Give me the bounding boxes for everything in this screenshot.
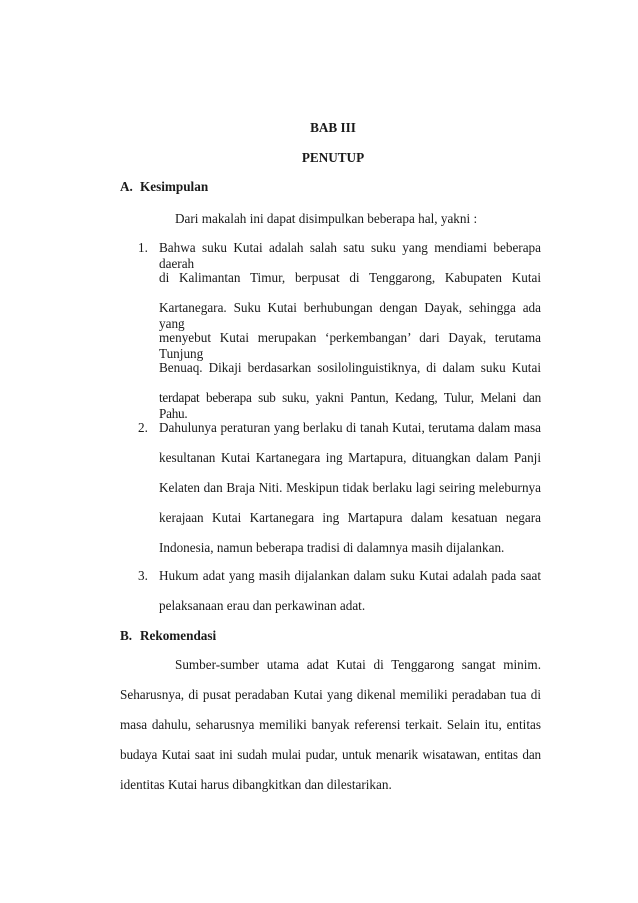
- section-a-heading: [120, 179, 208, 195]
- chapter-number: BAB III: [310, 120, 356, 135]
- item-1-number: 1.: [138, 240, 148, 255]
- item-1-line-2: di Kalimantan Timur, berpusat di Tenggarong, Kabupaten Kutai: [159, 270, 541, 285]
- item-2-line-2: kesultanan Kutai Kartanegara ing Martapura, dituangkan dalam Panji: [159, 450, 541, 465]
- section-b-line-3: masa dahulu, seharusnya memiliki banyak referensi terkait. Selain itu, entitas: [120, 717, 541, 732]
- section-b-line-2: Seharusnya, di pusat peradaban Kutai yang dikenal memiliki peradaban tua di: [120, 687, 541, 702]
- section-a-letter: A.: [120, 179, 133, 194]
- item-2-line-3: Kelaten dan Braja Niti. Meskipun tidak berlaku lagi seiring meleburnya: [159, 480, 541, 495]
- item-1-line-5: Benuaq. Dikaji berdasarkan sosilolinguistiknya, di dalam suku Kutai: [159, 360, 541, 375]
- section-b-title: Rekomendasi: [140, 628, 217, 643]
- section-b-letter: B.: [120, 628, 133, 643]
- section-a-title: Kesimpulan: [140, 179, 209, 194]
- item-2-line-5: Indonesia, namun beberapa tradisi di dalamnya masih dijalankan.: [159, 540, 505, 555]
- section-b-line-1: Sumber-sumber utama adat Kutai di Tenggarong sangat minim.: [175, 657, 541, 672]
- item-3-line-1: Hukum adat yang masih dijalankan dalam suku Kutai adalah pada saat: [159, 568, 541, 583]
- item-1-line-4: menyebut Kutai merupakan ‘perkembangan’ dari Dayak, terutama Tunjung: [159, 330, 541, 361]
- item-3-line-2: pelaksanaan erau dan perkawinan adat.: [159, 598, 366, 613]
- section-a-intro: Dari makalah ini dapat disimpulkan beberapa hal, yakni :: [175, 211, 478, 226]
- item-3-number: 3.: [138, 568, 148, 583]
- section-b-line-4: budaya Kutai saat ini sudah mulai pudar, untuk menarik wisatawan, entitas dan: [120, 747, 541, 762]
- chapter-title: PENUTUP: [301, 150, 365, 165]
- section-b-heading: [120, 628, 216, 644]
- item-2-number: 2.: [138, 420, 148, 435]
- item-2-line-4: kerajaan Kutai Kartanegara ing Martapura dalam kesatuan negara: [159, 510, 541, 525]
- item-1-line-1: Bahwa suku Kutai adalah salah satu suku yang mendiami beberapa daerah: [159, 240, 541, 271]
- item-1-line-3: Kartanegara. Suku Kutai berhubungan dengan Dayak, sehingga ada yang: [159, 300, 541, 331]
- section-b-line-5: identitas Kutai harus dibangkitkan dan dilestarikan.: [120, 777, 392, 792]
- item-1-line-6: terdapat beberapa sub suku, yakni Pantun, Kedang, Tulur, Melani dan Pahu.: [159, 390, 541, 421]
- item-2-line-1: Dahulunya peraturan yang berlaku di tanah Kutai, terutama dalam masa: [159, 420, 541, 435]
